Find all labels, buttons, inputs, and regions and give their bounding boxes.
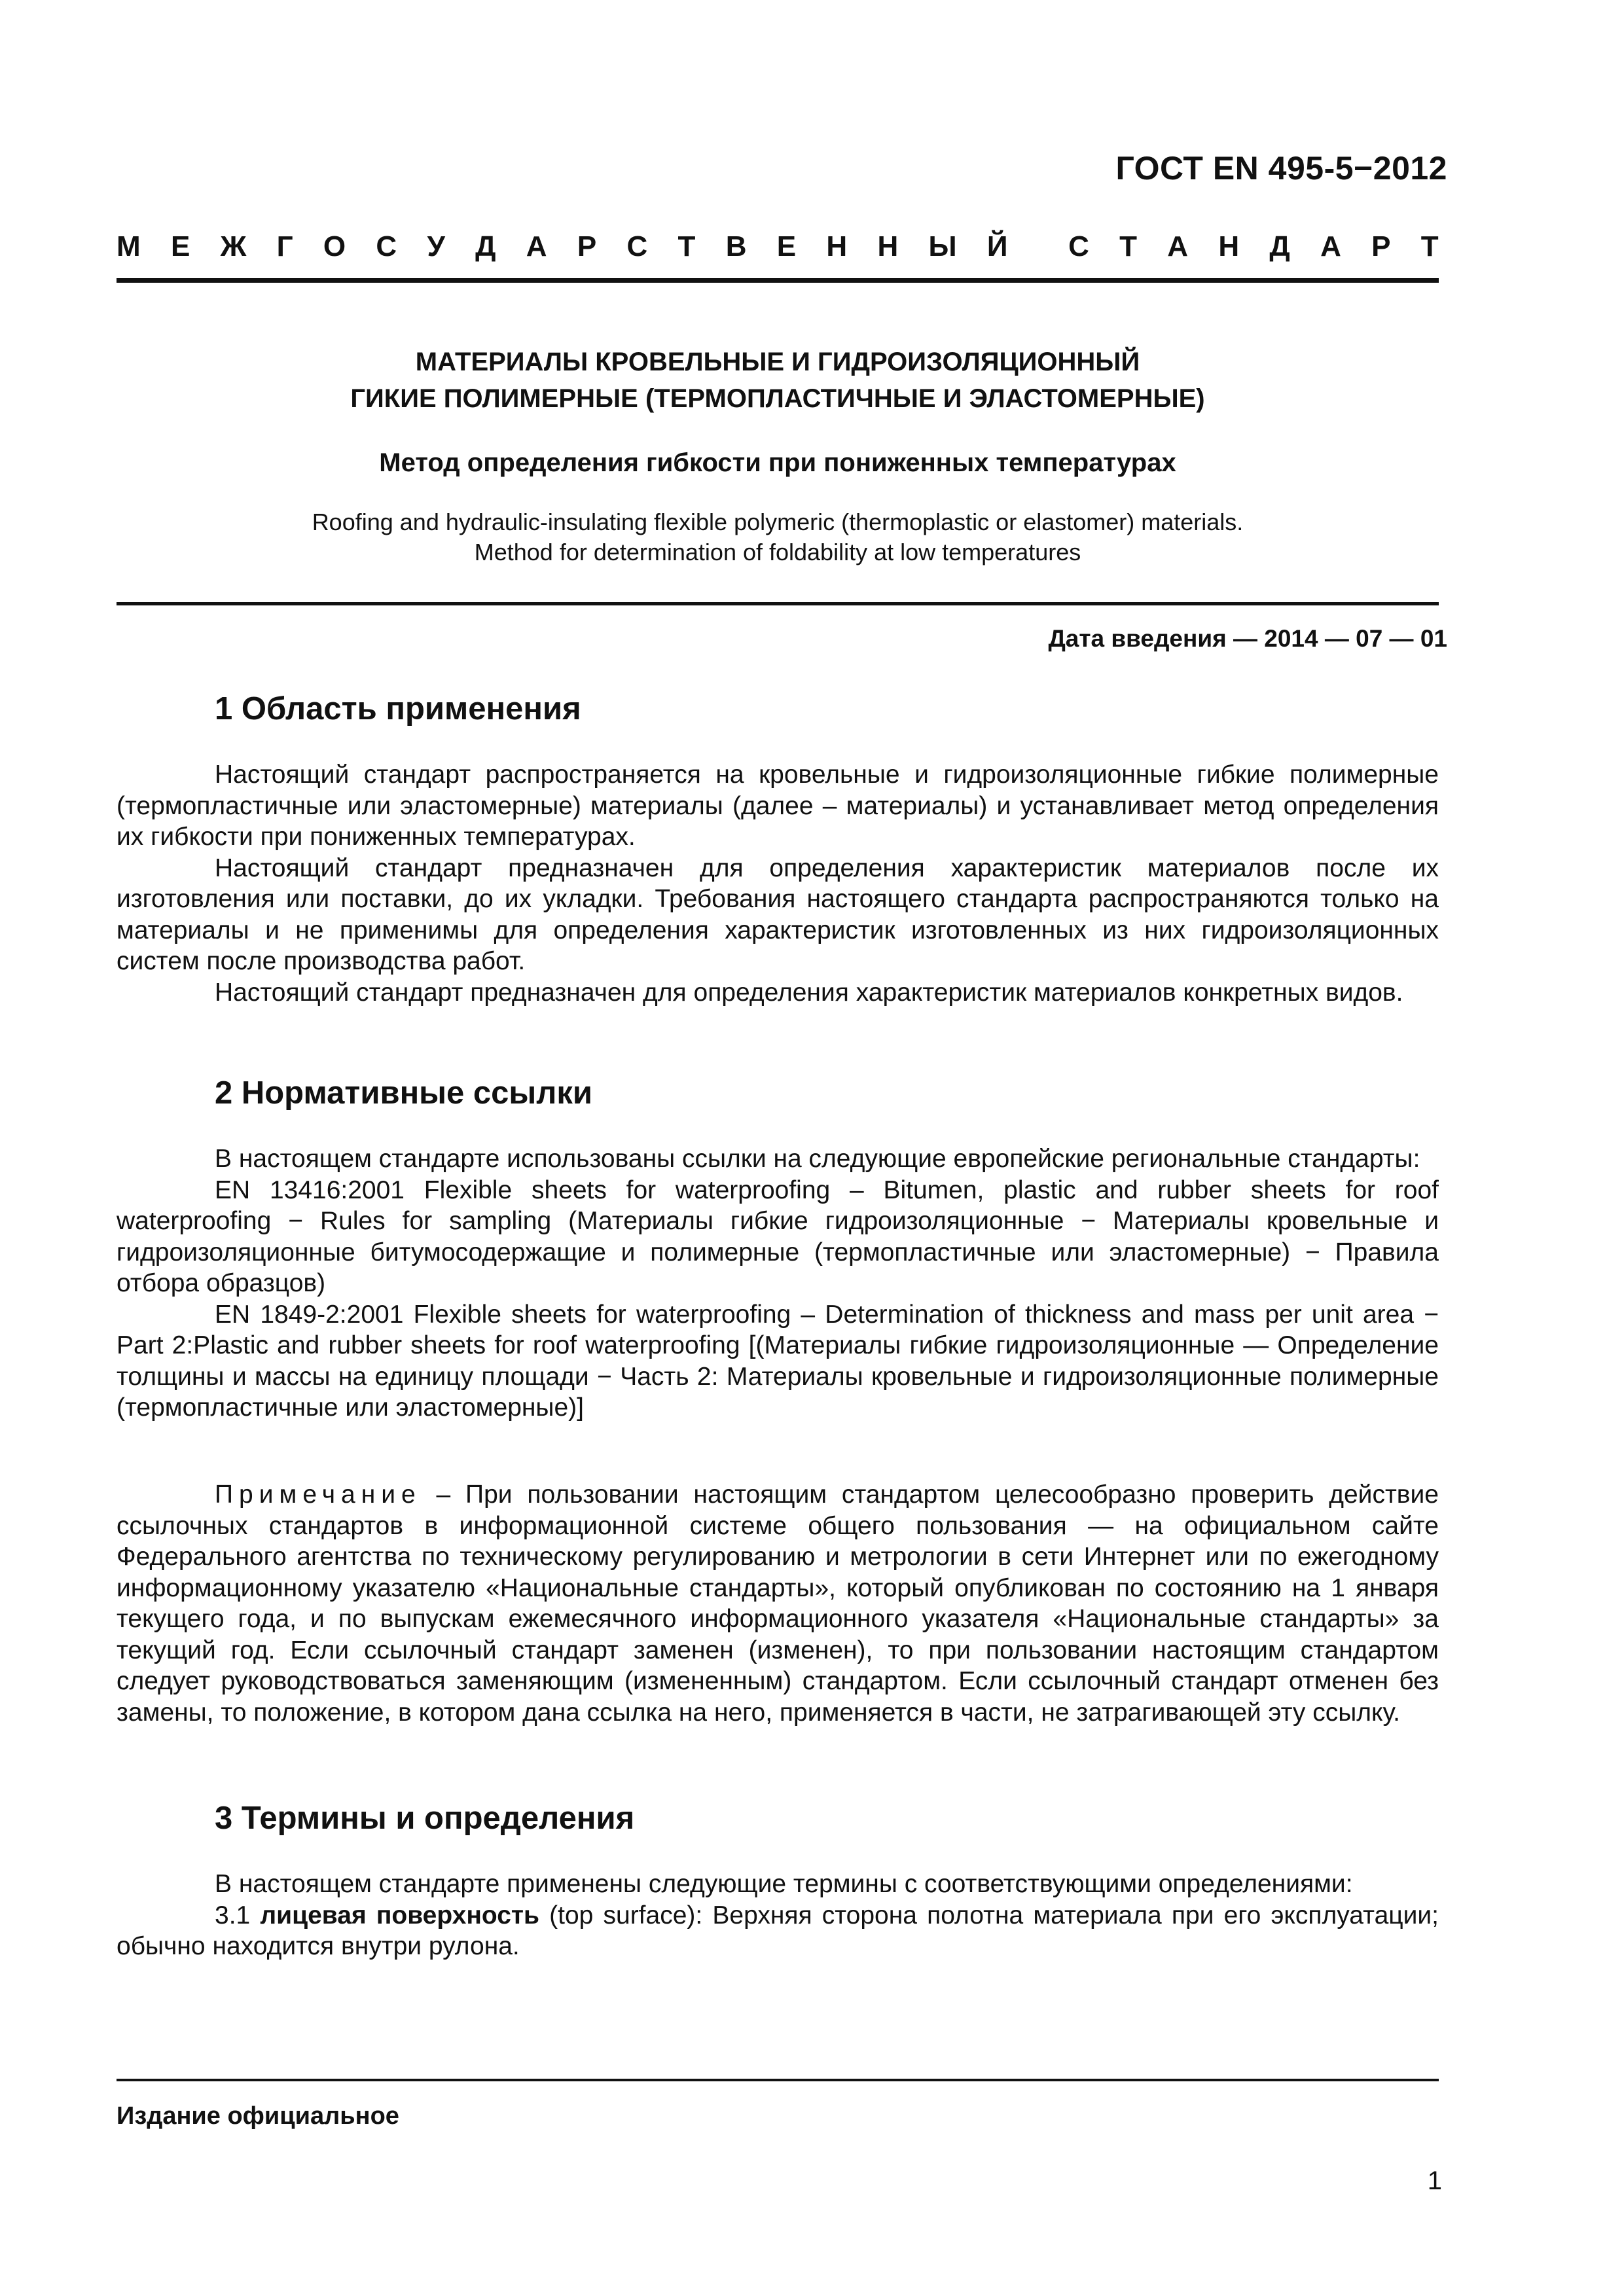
title-en-line-1: Roofing and hydraulic-insulating flexible polymeric (thermoplastic or elastomer) materials. bbox=[312, 509, 1244, 535]
paragraph: Настоящий стандарт распространяется на кровельные и гидроизоляционные гибкие полимерные (термопластичные или эластомерные) материалы (далее – материалы) и устанавливает метод определения их гибкости при пониженных температурах. bbox=[117, 761, 1439, 851]
banner-letter: А bbox=[1167, 230, 1189, 262]
interstate-standard-banner bbox=[117, 230, 1439, 263]
reference-item: EN 13416:2001 Flexible sheets for waterproofing – Bitumen, plastic and rubber sheets for roof waterproofing − Rules for sampling (Материалы гибкие гидроизоляционные − Материалы кровельные и гидроизоляционные битумосодержащие и полимерные (термопластичные или эластомерные) − Правила отбора образцов) bbox=[117, 1175, 1439, 1297]
section-1-body bbox=[117, 759, 1439, 1008]
title-en-line-2: Method for determination of foldability at low temperatures bbox=[474, 539, 1081, 565]
title-divider bbox=[117, 602, 1439, 605]
paragraph: В настоящем стандарте применены следующие термины с соответствующими определениями: bbox=[215, 1870, 1353, 1898]
banner-letter: Т bbox=[1420, 230, 1439, 262]
section-2-heading: 2 Нормативные ссылки bbox=[215, 1075, 592, 1111]
banner-letter: О bbox=[323, 230, 346, 262]
banner-letter: Н bbox=[1218, 230, 1240, 262]
banner-letter: В bbox=[725, 230, 747, 262]
official-edition-label: Издание официальное bbox=[117, 2102, 399, 2130]
section-2-note bbox=[117, 1479, 1439, 1728]
banner-letter: Е bbox=[170, 230, 190, 262]
banner-letter: Т bbox=[1119, 230, 1138, 262]
section-1-heading: 1 Область применения bbox=[215, 691, 581, 726]
banner-letter: Д bbox=[1269, 230, 1290, 262]
term-definition bbox=[117, 1900, 1439, 1962]
paragraph: Настоящий стандарт предназначен для определения характеристик материалов после их изготовления или поставки, до их укладки. Требования настоящего стандарта распространяются только на материалы и не применимы для определения характеристик изготовленных из них гидроизоляционных систем после производства работ. bbox=[117, 853, 1439, 975]
banner-letter: Р bbox=[577, 230, 597, 262]
paragraph: Настоящий стандарт предназначен для определения характеристик материалов конкретных видов. bbox=[215, 978, 1403, 1007]
banner-letter: Е bbox=[776, 230, 797, 262]
reference-item: EN 1849-2:2001 Flexible sheets for waterproofing – Determination of thickness and mass per unit area − Part 2:Plastic and rubber sheets for roof waterproofing [(Материалы гибкие гидроизоляционные — Определение толщины и массы на единицу площади − Часть 2: Материалы кровельные и гидроизоляционные полимерные (термопластичные или эластомерные)] bbox=[117, 1300, 1439, 1422]
document-number: ГОСТ EN 495-5−2012 bbox=[1115, 150, 1447, 187]
banner-letter: М bbox=[117, 230, 141, 262]
banner-letter: Г bbox=[276, 230, 293, 262]
title-ru-line-2: ГИКИЕ ПОЛИМЕРНЫЕ (ТЕРМОПЛАСТИЧНЫЕ И ЭЛАСТОМЕРНЫЕ) bbox=[350, 384, 1205, 413]
banner-letter: С bbox=[1068, 230, 1089, 262]
banner-letter: Й bbox=[986, 230, 1008, 262]
banner-letter: Ы bbox=[928, 230, 957, 262]
paragraph: В настоящем стандарте использованы ссылки на следующие европейские региональные стандарты: bbox=[215, 1145, 1420, 1173]
note-text: – При пользовании настоящим стандартом целесообразно проверить действие ссылочных стандартов в информационной системе общего пользования — на официальном сайте Федерального агентства по техническому регулированию и метрологии в сети Интернет или по ежегодному информационному указателю «Национальные стандарты», который опубликован по состоянию на 1 января текущего года, и по выпускам ежемесячного информационного указателя «Национальные стандарты» за текущий год. Если ссылочный стандарт заменен (изменен), то при пользовании настоящим стандартом следует руководствоваться заменяющим (измененным) стандартом. Если ссылочный стандарт отменен без замены, то положение, в котором дана ссылка на него, применяется в части, не затрагивающей эту ссылку. bbox=[117, 1480, 1439, 1727]
title-block bbox=[117, 344, 1439, 567]
footer-divider bbox=[117, 2079, 1439, 2081]
title-ru-line-1: МАТЕРИАЛЫ КРОВЕЛЬНЫЕ И ГИДРОИЗОЛЯЦИОННЫЙ bbox=[415, 348, 1140, 376]
term-number: 3.1 bbox=[215, 1901, 261, 1929]
term-text: (top surface): Верхняя сторона полотна материала при его эксплуатации; обычно находится внутри рулона. bbox=[117, 1901, 1439, 1960]
banner-letter: А bbox=[526, 230, 547, 262]
section-2-body bbox=[117, 1143, 1439, 1424]
title-en bbox=[117, 507, 1439, 567]
section-3-heading: 3 Термины и определения bbox=[215, 1801, 635, 1836]
banner-letter: С bbox=[626, 230, 648, 262]
banner-letter: У bbox=[427, 230, 445, 262]
note-paragraph bbox=[117, 1479, 1439, 1728]
banner-letter: А bbox=[1320, 230, 1341, 262]
term: лицевая поверхность bbox=[260, 1901, 540, 1929]
note-label: Примечание bbox=[215, 1480, 422, 1509]
header-divider bbox=[117, 278, 1439, 283]
page-number: 1 bbox=[1427, 2166, 1442, 2195]
banner-letter: С bbox=[376, 230, 397, 262]
introduction-date: Дата введения — 2014 — 07 — 01 bbox=[1048, 625, 1447, 652]
banner-letter: Ж bbox=[220, 230, 247, 262]
banner-letter: Д bbox=[475, 230, 496, 262]
banner-letter: Н bbox=[826, 230, 848, 262]
banner-letter: Н bbox=[877, 230, 899, 262]
banner-letter: Р bbox=[1371, 230, 1391, 262]
section-3-body bbox=[117, 1869, 1439, 1962]
title-subtitle: Метод определения гибкости при пониженных температурах bbox=[379, 448, 1176, 477]
banner-letter: Т bbox=[677, 230, 696, 262]
